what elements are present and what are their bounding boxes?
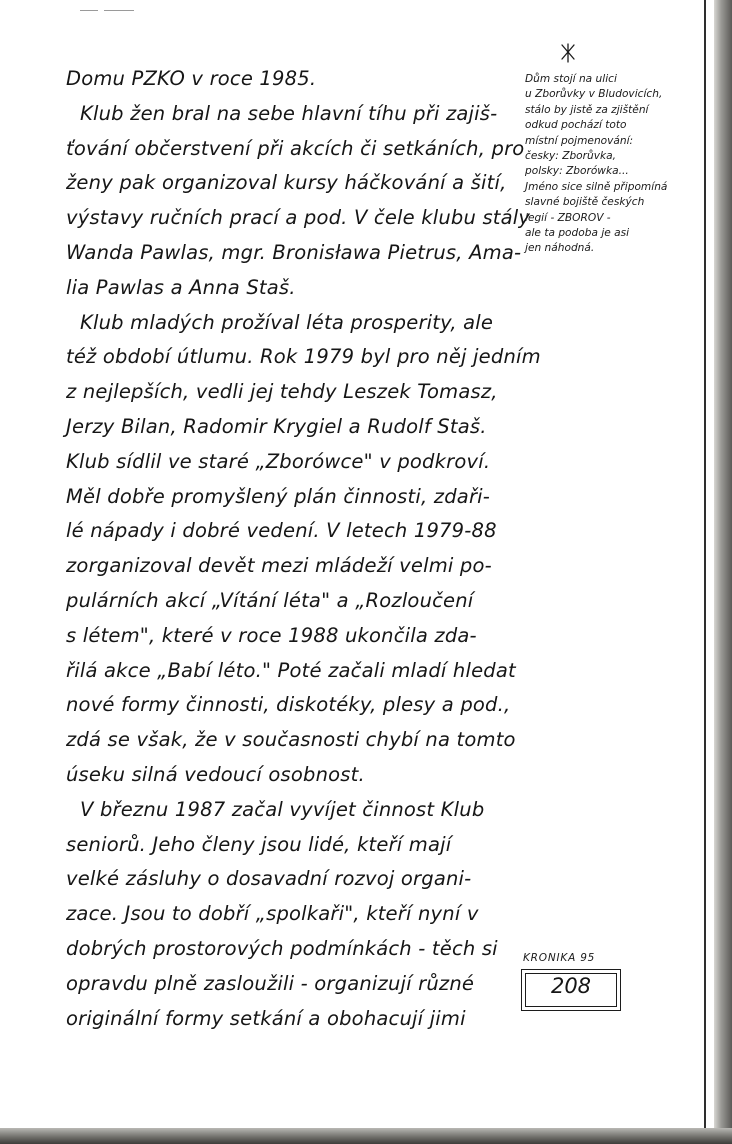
text-line: opravdu plně zasloužili - organizují různé xyxy=(66,971,475,995)
scan-right-border xyxy=(714,0,732,1144)
text-line: pulárních akcí „Vítání léta" a „Rozloučení xyxy=(66,588,474,612)
text-line: ženy pak organizoval kursy háčkování a šití, xyxy=(66,171,507,195)
page-number: 208 xyxy=(550,974,592,998)
text-line: Jerzy Bilan, Radomir Krygiel a Rudolf Staš. xyxy=(66,414,487,438)
page-number-box xyxy=(521,969,621,1011)
text-line: nové formy činnosti, diskotéky, plesy a pod., xyxy=(66,693,511,717)
text-line: lia Pawlas a Anna Staš. xyxy=(66,275,296,299)
text-line: zace. Jsou to dobří „spolkaři", kteří nyní v xyxy=(66,902,479,926)
text-line: dobrých prostorových podmínkách - těch si xyxy=(66,936,498,960)
note-line: stálo by jistě za zjištění xyxy=(525,103,649,116)
note-line: ale ta podoba je asi xyxy=(525,227,630,240)
text-line: lé nápady i dobré vedení. V letech 1979-88 xyxy=(66,519,497,543)
note-line: místní pojmenování: xyxy=(525,134,634,147)
note-line: odkud pochází toto xyxy=(525,119,627,132)
text-line: Klub žen bral na sebe hlavní tíhu při zajiš- xyxy=(80,101,498,125)
text-line: Klub mladých prožíval léta prosperity, ale xyxy=(80,310,494,334)
note-line: slavné bojiště českých xyxy=(525,196,645,209)
text-line: Wanda Pawlas, mgr. Bronisława Pietrus, Ama- xyxy=(66,240,522,264)
note-line: polsky: Zborówka... xyxy=(525,165,629,178)
note-line: česky: Zborůvka, xyxy=(525,150,616,163)
scan-bottom-border xyxy=(0,1128,732,1144)
text-line: s létem", které v roce 1988 ukončila zda- xyxy=(66,623,477,647)
text-line: výstavy ručních prací a pod. V čele klubu stály xyxy=(66,206,531,230)
text-line: úseku silná vedoucí osobnost. xyxy=(66,762,365,786)
text-line: zdá se však, že v současnosti chybí na tomto xyxy=(66,728,516,752)
text-line: Domu PZKO v roce 1985. xyxy=(66,67,317,90)
text-line: Klub sídlil ve staré „Zborówce" v podkroví. xyxy=(66,449,491,473)
text-line: velké zásluhy o dosavadní rozvoj organi- xyxy=(66,867,472,891)
margin-footnote xyxy=(525,72,703,257)
scan-speck xyxy=(104,10,134,11)
asterisk-icon xyxy=(558,42,578,64)
handwritten-main-text xyxy=(66,62,541,1036)
text-line: ťování občerstvení při akcích či setkáních, pro xyxy=(66,136,525,160)
text-line: zorganizoval devět mezi mládeží velmi po- xyxy=(66,554,492,578)
text-line: seniorů. Jeho členy jsou lidé, kteří mají xyxy=(66,832,452,856)
text-line: řilá akce „Babí léto." Poté začali mladí hledat xyxy=(66,658,516,682)
text-line: z nejlepších, vedli jej tehdy Leszek Tomasz, xyxy=(66,380,498,404)
note-line: Jméno sice silně připomíná xyxy=(525,180,668,193)
text-line: V březnu 1987 začal vyvíjet činnost Klub xyxy=(80,797,485,821)
page-right-edge-line xyxy=(704,0,706,1128)
text-line: též období útlumu. Rok 1979 byl pro něj jedním xyxy=(66,345,541,369)
note-line: Dům stojí na ulici xyxy=(525,73,617,85)
note-line: legií - ZBOROV - xyxy=(525,211,611,224)
note-line: u Zborůvky v Bludovicích, xyxy=(525,88,663,101)
text-line: originální formy setkání a obohacují jimi xyxy=(66,1006,466,1030)
chronicle-label: KRONIKA 95 xyxy=(523,952,596,964)
scan-speck xyxy=(80,10,98,11)
text-line: Měl dobře promyšlený plán činnosti, zdaři- xyxy=(66,484,491,508)
note-line: jen náhodná. xyxy=(525,242,595,255)
